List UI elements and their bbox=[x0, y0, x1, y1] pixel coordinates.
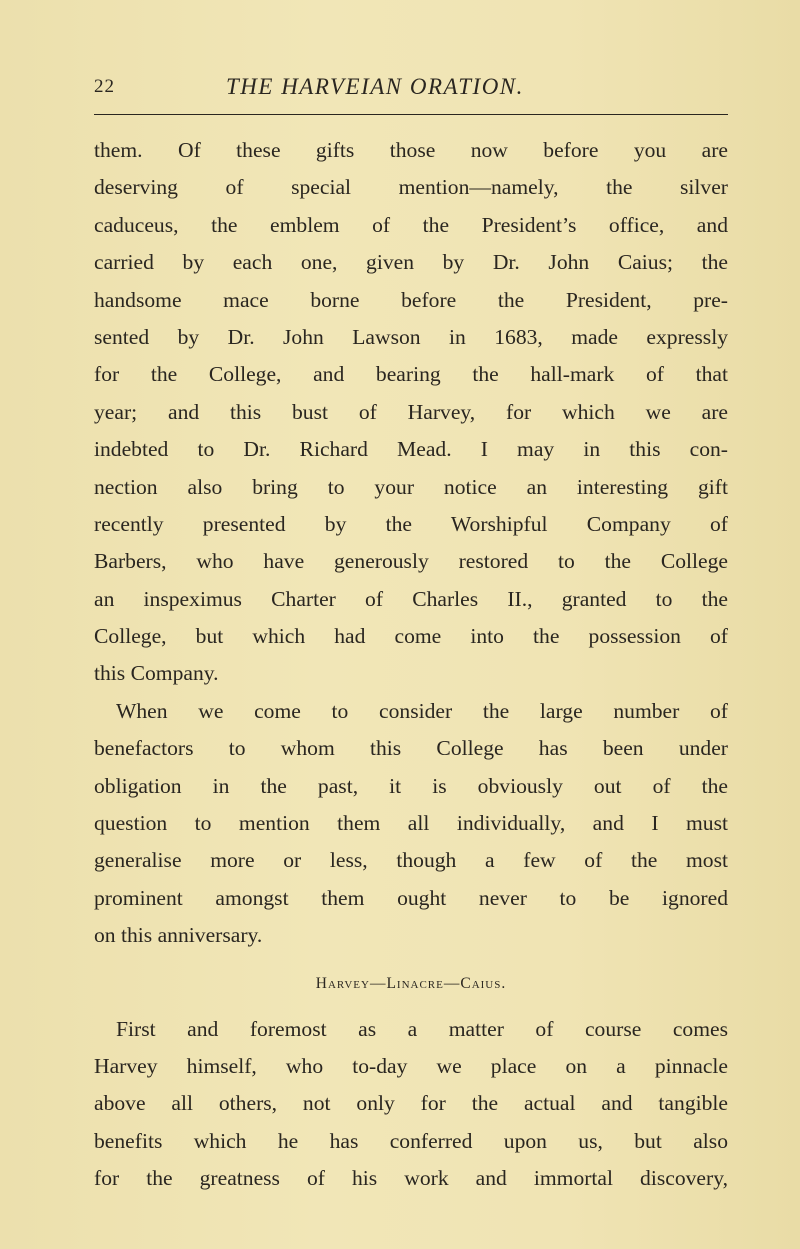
page-header bbox=[94, 76, 730, 106]
paragraph-2 bbox=[94, 693, 728, 955]
text-line: them. Of these gifts those now before you are bbox=[94, 138, 728, 162]
paragraph-1 bbox=[94, 132, 728, 693]
text-line: Harvey himself, who to-day we place on a pinnacle bbox=[94, 1053, 728, 1078]
text-line: obligation in the past, it is obviously out of the bbox=[94, 773, 728, 798]
text-line: Barbers, who have generously restored to the College bbox=[94, 549, 728, 574]
text-line: for the greatness of his work and immortal discovery, bbox=[94, 1166, 728, 1191]
page-number: 22 bbox=[94, 76, 115, 97]
text-line: When we come to consider the large number of bbox=[116, 698, 728, 723]
text-line: carried by each one, given by Dr. John Caius; the bbox=[94, 250, 728, 275]
body-text bbox=[94, 132, 728, 1198]
text-line: benefits which he has conferred upon us, but also bbox=[94, 1128, 728, 1153]
text-line: this Company. bbox=[94, 661, 219, 686]
text-line: prominent amongst them ought never to be ignored bbox=[94, 885, 728, 910]
running-title: THE HARVEIAN ORATION. bbox=[226, 74, 524, 99]
text-line: indebted to Dr. Richard Mead. I may in this con- bbox=[94, 437, 728, 462]
text-line: question to mention them all individually, and I must bbox=[94, 811, 728, 836]
text-line: benefactors to whom this College has been under bbox=[94, 736, 728, 761]
text-line: sented by Dr. John Lawson in 1683, made expressly bbox=[94, 324, 728, 349]
text-line: nection also bring to your notice an interesting gift bbox=[94, 474, 728, 499]
text-line: above all others, not only for the actual and tangible bbox=[94, 1091, 728, 1116]
text-line: College, but which had come into the possession of bbox=[94, 624, 728, 649]
text-line: First and foremost as a matter of course comes bbox=[116, 1016, 728, 1041]
paragraph-3 bbox=[94, 1011, 728, 1198]
text-line: handsome mace borne before the President, pre- bbox=[94, 287, 728, 312]
text-line: recently presented by the Worshipful Company of bbox=[94, 511, 728, 536]
text-line: an inspeximus Charter of Charles II., granted to the bbox=[94, 586, 728, 611]
text-line: on this anniversary. bbox=[94, 923, 263, 948]
text-line: caduceus, the emblem of the President’s office, and bbox=[94, 212, 728, 237]
text-line: for the College, and bearing the hall-mark of that bbox=[94, 362, 728, 387]
text-line: year; and this bust of Harvey, for which we are bbox=[94, 399, 728, 424]
header-rule bbox=[94, 114, 728, 115]
text-line: generalise more or less, though a few of the most bbox=[94, 848, 728, 873]
text-line: deserving of special mention—namely, the silver bbox=[94, 175, 728, 200]
section-heading: Harvey—Linacre—Caius. bbox=[315, 974, 507, 992]
